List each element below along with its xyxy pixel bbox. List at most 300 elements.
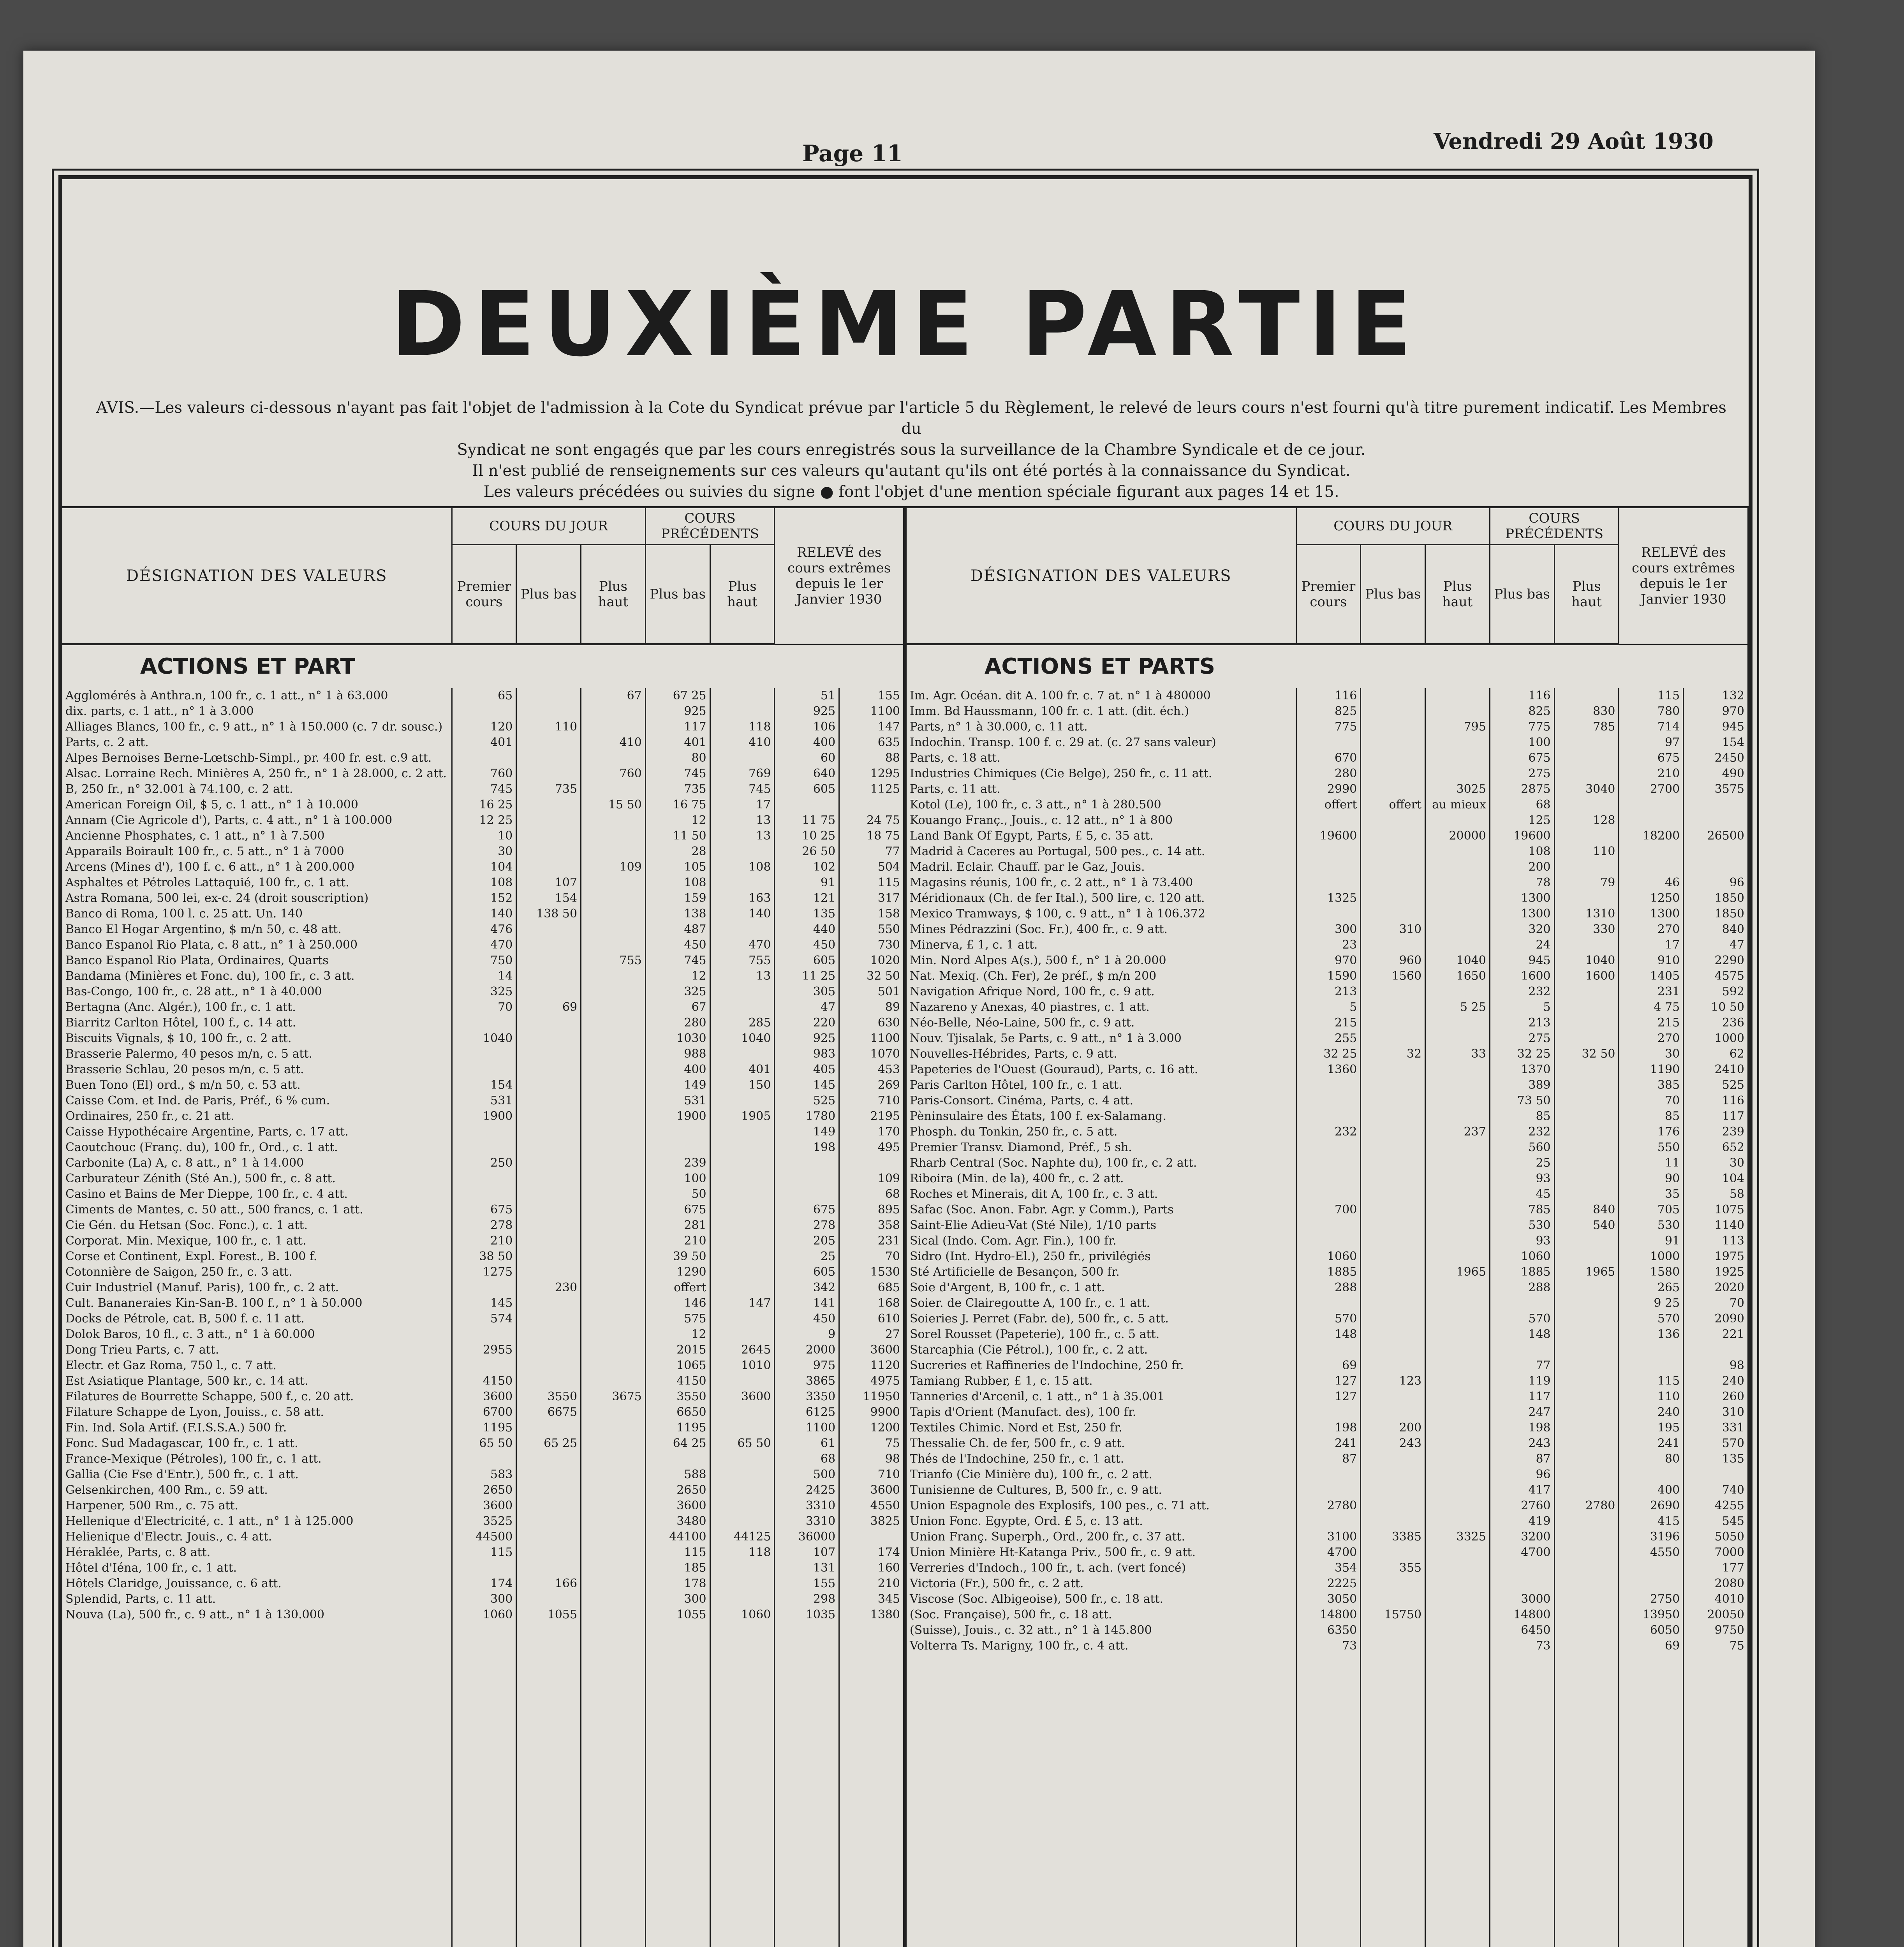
price-cell — [1296, 1342, 1361, 1358]
security-name: Fin. Ind. Sola Artif. (F.I.S.S.A.) 500 fr. — [62, 1420, 452, 1436]
empty-cell — [581, 1623, 646, 1947]
table-row — [907, 1062, 1748, 1077]
price-cell — [1361, 906, 1425, 922]
price-cell — [1425, 1373, 1490, 1389]
price-cell: 70 — [1619, 1093, 1684, 1109]
security-name: Splendid, Parts, c. 11 att. — [62, 1591, 452, 1607]
security-name: Sidro (Int. Hydro-El.), 250 fr., privilégiés — [907, 1249, 1296, 1264]
price-cell — [581, 984, 646, 1000]
price-cell: 3865 — [775, 1373, 839, 1389]
price-cell: 140 — [710, 906, 775, 922]
price-cell — [516, 1046, 581, 1062]
price-cell — [1619, 1358, 1684, 1373]
cours-du-jour-header: COURS DU JOUR — [1296, 508, 1490, 545]
price-cell: 28 — [645, 844, 710, 859]
price-cell — [516, 1202, 581, 1218]
price-cell — [581, 1202, 646, 1218]
price-cell — [1361, 1093, 1425, 1109]
table-row — [907, 1000, 1748, 1015]
price-cell: 108 — [452, 875, 516, 891]
security-name: Riboira (Min. de la), 400 fr., c. 2 att. — [907, 1171, 1296, 1187]
price-cell — [1554, 766, 1619, 782]
table-row — [907, 1031, 1748, 1046]
price-cell: 2760 — [1490, 1498, 1554, 1514]
price-cell: 220 — [775, 1015, 839, 1031]
table-row — [907, 1560, 1748, 1576]
table-row — [62, 968, 904, 984]
price-cell: 67 25 — [645, 688, 710, 704]
price-cell: 605 — [775, 1264, 839, 1280]
price-cell: 1010 — [710, 1358, 775, 1373]
price-cell: 3600 — [452, 1389, 516, 1405]
quotes-tables — [62, 506, 1749, 1947]
price-cell — [581, 1015, 646, 1031]
price-cell — [516, 1591, 581, 1607]
price-cell — [1425, 859, 1490, 875]
price-cell: 830 — [1554, 704, 1619, 719]
price-cell: 530 — [1619, 1218, 1684, 1233]
price-cell: offert — [645, 1280, 710, 1296]
price-cell: 12 25 — [452, 813, 516, 828]
price-cell: 198 — [775, 1140, 839, 1155]
price-cell — [1619, 1342, 1684, 1358]
price-cell — [516, 797, 581, 813]
price-cell — [516, 1233, 581, 1249]
price-cell: 1380 — [839, 1607, 904, 1623]
price-cell: 2080 — [1684, 1576, 1748, 1591]
price-cell — [516, 1296, 581, 1311]
empty-cell — [1425, 1654, 1490, 1947]
price-cell: 12 — [645, 968, 710, 984]
price-cell — [1554, 1482, 1619, 1498]
price-cell — [1554, 1187, 1619, 1202]
price-cell: 250 — [452, 1155, 516, 1171]
price-cell: 525 — [1684, 1077, 1748, 1093]
price-cell — [581, 1358, 646, 1373]
security-name: Union Espagnole des Explosifs, 100 pes., c. 71 att. — [907, 1498, 1296, 1514]
price-cell — [1361, 704, 1425, 719]
price-cell — [516, 1498, 581, 1514]
price-cell: 213 — [1296, 984, 1361, 1000]
notice-line: Syndicat ne sont engagés que par les cours enregistrés sous la surveillance de la Chambre Syndicale et de ce jour. — [457, 441, 1366, 459]
price-cell: 149 — [645, 1077, 710, 1093]
price-cell — [1425, 1607, 1490, 1623]
price-cell: 342 — [775, 1280, 839, 1296]
plus-bas-header: Plus bas — [1361, 545, 1425, 644]
price-cell: 119 — [1490, 1373, 1554, 1389]
price-cell: 490 — [1684, 766, 1748, 782]
price-cell — [1684, 859, 1748, 875]
price-cell — [1554, 1623, 1619, 1638]
price-cell — [516, 1529, 581, 1545]
table-row — [907, 1046, 1748, 1062]
price-cell: 213 — [1490, 1015, 1554, 1031]
price-cell — [516, 1560, 581, 1576]
price-cell: 9 25 — [1619, 1296, 1684, 1311]
price-cell: 10 50 — [1684, 1000, 1748, 1015]
price-cell: 785 — [1554, 719, 1619, 735]
price-cell: 592 — [1684, 984, 1748, 1000]
price-cell: 450 — [775, 937, 839, 953]
price-cell — [710, 1451, 775, 1467]
price-cell: 714 — [1619, 719, 1684, 735]
price-cell: 1070 — [839, 1046, 904, 1062]
price-cell — [1361, 1623, 1425, 1638]
price-cell: 3550 — [516, 1389, 581, 1405]
price-cell — [1554, 1373, 1619, 1389]
price-cell — [1554, 1031, 1619, 1046]
price-cell — [452, 1451, 516, 1467]
price-cell: 210 — [645, 1233, 710, 1249]
price-cell: 895 — [839, 1202, 904, 1218]
price-cell: 675 — [645, 1202, 710, 1218]
price-cell: 760 — [581, 766, 646, 782]
price-cell — [581, 1420, 646, 1436]
price-cell: 1100 — [775, 1420, 839, 1436]
price-cell: 635 — [839, 735, 904, 750]
price-cell: 1000 — [1619, 1249, 1684, 1264]
price-cell: 385 — [1619, 1077, 1684, 1093]
price-cell — [1361, 1296, 1425, 1311]
price-cell: 159 — [645, 891, 710, 906]
price-cell — [710, 1467, 775, 1482]
releve-header: RELEVÉ des cours extrêmes depuis le 1er Janvier 1930 — [775, 508, 904, 644]
price-cell — [710, 1327, 775, 1342]
price-cell: 453 — [839, 1062, 904, 1077]
price-cell: 232 — [1296, 1124, 1361, 1140]
price-cell — [1296, 906, 1361, 922]
table-row — [62, 1264, 904, 1280]
price-cell: 33 — [1425, 1046, 1490, 1062]
price-cell: 1325 — [1296, 891, 1361, 906]
price-cell: 91 — [775, 875, 839, 891]
price-cell — [581, 1264, 646, 1280]
security-name: Bandama (Minières et Fonc. du), 100 fr., c. 3 att. — [62, 968, 452, 984]
price-cell: 98 — [1684, 1358, 1748, 1373]
price-cell — [1296, 813, 1361, 828]
price-cell — [1425, 1280, 1490, 1296]
price-cell: 9 — [775, 1327, 839, 1342]
price-cell — [1361, 1467, 1425, 1482]
security-name: Brasserie Palermo, 40 pesos m/n, c. 5 att. — [62, 1046, 452, 1062]
price-cell: 1885 — [1296, 1264, 1361, 1280]
price-cell: 355 — [1361, 1560, 1425, 1576]
price-cell: 570 — [1490, 1311, 1554, 1327]
price-cell: 1000 — [1684, 1031, 1748, 1046]
price-cell: 75 — [839, 1436, 904, 1451]
security-name: Buen Tono (El) ord., $ m/n 50, c. 53 att. — [62, 1077, 452, 1093]
price-cell — [1296, 844, 1361, 859]
price-cell — [1425, 984, 1490, 1000]
price-cell: 4975 — [839, 1373, 904, 1389]
section-title: ACTIONS ET PART — [62, 644, 904, 688]
price-cell: 100 — [1490, 735, 1554, 750]
security-name: Tapis d'Orient (Manufact. des), 100 fr. — [907, 1405, 1296, 1420]
price-cell: 570 — [1619, 1311, 1684, 1327]
price-cell — [1425, 766, 1490, 782]
price-cell — [775, 1171, 839, 1187]
security-name: Cuir Industriel (Manuf. Paris), 100 fr., c. 2 att. — [62, 1280, 452, 1296]
security-name: Nouvelles-Hébrides, Parts, c. 9 att. — [907, 1046, 1296, 1062]
price-cell: 400 — [1619, 1482, 1684, 1498]
price-cell — [1361, 782, 1425, 797]
price-cell — [581, 1436, 646, 1451]
price-cell: 116 — [1684, 1093, 1748, 1109]
price-cell — [1425, 937, 1490, 953]
price-cell: 25 — [1490, 1155, 1554, 1171]
price-cell: 38 50 — [452, 1249, 516, 1264]
price-cell — [710, 1498, 775, 1514]
table-row — [62, 735, 904, 750]
price-cell — [1361, 1062, 1425, 1077]
table-row — [907, 1187, 1748, 1202]
price-cell: 70 — [839, 1249, 904, 1264]
price-cell: 135 — [775, 906, 839, 922]
plus-bas-header: Plus bas — [516, 545, 581, 644]
price-cell: 825 — [1490, 704, 1554, 719]
security-name: Mines Pédrazzini (Soc. Fr.), 400 fr., c. 9 att. — [907, 922, 1296, 937]
table-row — [62, 1405, 904, 1420]
table-row — [907, 1623, 1748, 1638]
price-cell — [1361, 1576, 1425, 1591]
price-cell: 110 — [1554, 844, 1619, 859]
price-cell — [452, 1062, 516, 1077]
security-name: Kouango Franç., Jouis., c. 12 att., n° 1 à 800 — [907, 813, 1296, 828]
price-cell — [1425, 1638, 1490, 1654]
price-cell: 401 — [452, 735, 516, 750]
price-cell: 3575 — [1684, 782, 1748, 797]
table-row — [907, 1327, 1748, 1342]
security-name: Asphaltes et Pétroles Lattaquié, 100 fr., c. 1 att. — [62, 875, 452, 891]
price-cell: 495 — [839, 1140, 904, 1155]
price-cell: 1600 — [1490, 968, 1554, 984]
table-row — [907, 1155, 1748, 1171]
price-cell: 5 — [1296, 1000, 1361, 1015]
price-cell: 1300 — [1490, 891, 1554, 906]
price-cell — [1361, 984, 1425, 1000]
price-cell: 200 — [1490, 859, 1554, 875]
price-cell — [1361, 1405, 1425, 1420]
price-cell — [1425, 813, 1490, 828]
quotes-table-left — [62, 508, 904, 1947]
price-cell — [1554, 984, 1619, 1000]
price-cell: 138 50 — [516, 906, 581, 922]
price-cell — [1296, 1093, 1361, 1109]
table-row — [62, 1560, 904, 1576]
price-cell: 710 — [839, 1093, 904, 1109]
price-cell: 4700 — [1296, 1545, 1361, 1560]
price-cell — [581, 1591, 646, 1607]
price-cell — [1361, 1124, 1425, 1140]
price-cell: 476 — [452, 922, 516, 937]
price-cell: 1250 — [1619, 891, 1684, 906]
price-cell: 155 — [775, 1576, 839, 1591]
price-cell: 18 75 — [839, 828, 904, 844]
price-cell: 401 — [645, 735, 710, 750]
price-cell: 317 — [839, 891, 904, 906]
price-cell — [516, 1467, 581, 1482]
price-cell: 574 — [452, 1311, 516, 1327]
price-cell: 300 — [645, 1591, 710, 1607]
table-row — [62, 1062, 904, 1077]
price-cell: 925 — [775, 704, 839, 719]
price-cell: 185 — [645, 1560, 710, 1576]
price-cell: 2015 — [645, 1342, 710, 1358]
price-cell — [1425, 1296, 1490, 1311]
price-cell — [516, 1187, 581, 1202]
price-cell: 5 25 — [1425, 1000, 1490, 1015]
price-cell: 310 — [1361, 922, 1425, 937]
price-cell — [516, 1342, 581, 1358]
price-cell: 20050 — [1684, 1607, 1748, 1623]
price-cell: 146 — [645, 1296, 710, 1311]
price-cell — [1296, 1233, 1361, 1249]
security-name: Nazareno y Anexas, 40 piastres, c. 1 att. — [907, 1000, 1296, 1015]
security-name: dix. parts, c. 1 att., n° 1 à 3.000 — [62, 704, 452, 719]
price-cell — [1490, 1296, 1554, 1311]
price-cell — [1361, 1187, 1425, 1202]
price-cell: 2195 — [839, 1109, 904, 1124]
price-cell: 1100 — [839, 704, 904, 719]
table-row — [907, 1093, 1748, 1109]
price-cell — [1554, 1077, 1619, 1093]
price-cell: 30 — [1619, 1046, 1684, 1062]
security-name: Im. Agr. Océan. dit A. 100 fr. c. 7 at. n° 1 à 480000 — [907, 688, 1296, 704]
price-cell: 108 — [645, 875, 710, 891]
price-cell — [1361, 1389, 1425, 1405]
price-cell — [516, 1077, 581, 1093]
price-cell — [710, 1560, 775, 1576]
table-row — [907, 1420, 1748, 1436]
price-cell: 4575 — [1684, 968, 1748, 984]
price-cell: 305 — [775, 984, 839, 1000]
price-cell: 270 — [1619, 922, 1684, 937]
price-cell: 3000 — [1490, 1591, 1554, 1607]
security-name: Carburateur Zénith (Sté An.), 500 fr., c. 8 att. — [62, 1171, 452, 1187]
price-cell: 588 — [645, 1467, 710, 1482]
security-name: Tanneries d'Arcenil, c. 1 att., n° 1 à 35.001 — [907, 1389, 1296, 1405]
price-cell — [1361, 1000, 1425, 1015]
premier-cours-header: Premier cours — [452, 545, 516, 644]
price-cell — [1296, 1171, 1361, 1187]
premier-cours-header: Premier cours — [1296, 545, 1361, 644]
price-cell — [452, 1171, 516, 1187]
table-row — [907, 937, 1748, 953]
price-cell: 11 25 — [775, 968, 839, 984]
security-name: Biarritz Carlton Hôtel, 100 f., c. 14 att. — [62, 1015, 452, 1031]
price-cell: 174 — [452, 1576, 516, 1591]
price-cell: 80 — [645, 750, 710, 766]
price-cell: 17 — [1619, 937, 1684, 953]
security-name: Bertagna (Anc. Algér.), 100 fr., c. 1 att. — [62, 1000, 452, 1015]
table-row — [907, 891, 1748, 906]
price-cell — [1554, 1514, 1619, 1529]
security-name: Nouva (La), 500 fr., c. 9 att., n° 1 à 130.000 — [62, 1607, 452, 1623]
price-cell — [710, 1373, 775, 1389]
price-cell: 24 — [1490, 937, 1554, 953]
price-cell — [452, 1187, 516, 1202]
price-cell: 910 — [1619, 953, 1684, 968]
price-cell — [581, 750, 646, 766]
price-cell: 6650 — [645, 1405, 710, 1420]
security-name: Corse et Continent, Expl. Forest., B. 100 f. — [62, 1249, 452, 1264]
price-cell — [1490, 1576, 1554, 1591]
price-cell: 1900 — [452, 1109, 516, 1124]
price-cell: 67 — [581, 688, 646, 704]
security-name: Ancienne Phosphates, c. 1 att., n° 1 à 7.500 — [62, 828, 452, 844]
security-name: Rharb Central (Soc. Naphte du), 100 fr., c. 2 att. — [907, 1155, 1296, 1171]
price-cell — [581, 1109, 646, 1124]
price-cell: 198 — [1296, 1420, 1361, 1436]
price-cell — [1554, 1451, 1619, 1467]
price-cell: 740 — [1684, 1482, 1748, 1498]
price-cell: offert — [1361, 797, 1425, 813]
price-cell — [516, 1358, 581, 1373]
table-row — [907, 1638, 1748, 1654]
price-cell: 109 — [839, 1171, 904, 1187]
price-cell — [839, 1529, 904, 1545]
price-cell: 68 — [839, 1187, 904, 1202]
price-cell: 280 — [645, 1015, 710, 1031]
price-cell: 745 — [710, 782, 775, 797]
table-row — [907, 1249, 1748, 1264]
price-cell — [1554, 1327, 1619, 1342]
price-cell: 85 — [1619, 1109, 1684, 1124]
price-cell: 118 — [710, 1545, 775, 1560]
price-cell: 89 — [839, 1000, 904, 1015]
price-cell — [710, 1591, 775, 1607]
price-cell — [581, 782, 646, 797]
table-row — [62, 1202, 904, 1218]
table-row — [907, 968, 1748, 984]
price-cell — [710, 1311, 775, 1327]
price-cell: 755 — [710, 953, 775, 968]
price-cell — [1361, 1218, 1425, 1233]
price-cell: 3525 — [452, 1514, 516, 1529]
price-cell: 1040 — [452, 1031, 516, 1046]
price-cell — [1554, 828, 1619, 844]
security-name: Soier. de Clairegoutte A, 100 fr., c. 1 att. — [907, 1296, 1296, 1311]
price-cell: 65 50 — [710, 1436, 775, 1451]
price-cell — [1425, 1420, 1490, 1436]
price-cell — [1554, 937, 1619, 953]
price-cell: 210 — [452, 1233, 516, 1249]
price-cell — [1296, 1187, 1361, 1202]
price-cell: 62 — [1684, 1046, 1748, 1062]
price-cell: offert — [1296, 797, 1361, 813]
price-cell — [1554, 1389, 1619, 1405]
price-cell — [581, 813, 646, 828]
price-cell — [452, 704, 516, 719]
price-cell: 44125 — [710, 1529, 775, 1545]
price-cell: 32 25 — [1296, 1046, 1361, 1062]
price-cell — [1361, 1171, 1425, 1187]
price-cell — [581, 1077, 646, 1093]
price-cell — [1619, 1576, 1684, 1591]
table-row — [62, 1389, 904, 1405]
price-cell: 136 — [1619, 1327, 1684, 1342]
price-cell — [516, 953, 581, 968]
table-row — [62, 891, 904, 906]
left-table-body — [62, 644, 904, 1947]
table-row — [907, 719, 1748, 735]
price-cell: 1780 — [775, 1109, 839, 1124]
price-cell: 640 — [775, 766, 839, 782]
price-cell: 325 — [645, 984, 710, 1000]
table-row — [62, 1311, 904, 1327]
price-cell: 269 — [839, 1077, 904, 1093]
security-name: Soieries J. Perret (Fabr. de), 500 fr., c. 5 att. — [907, 1311, 1296, 1327]
